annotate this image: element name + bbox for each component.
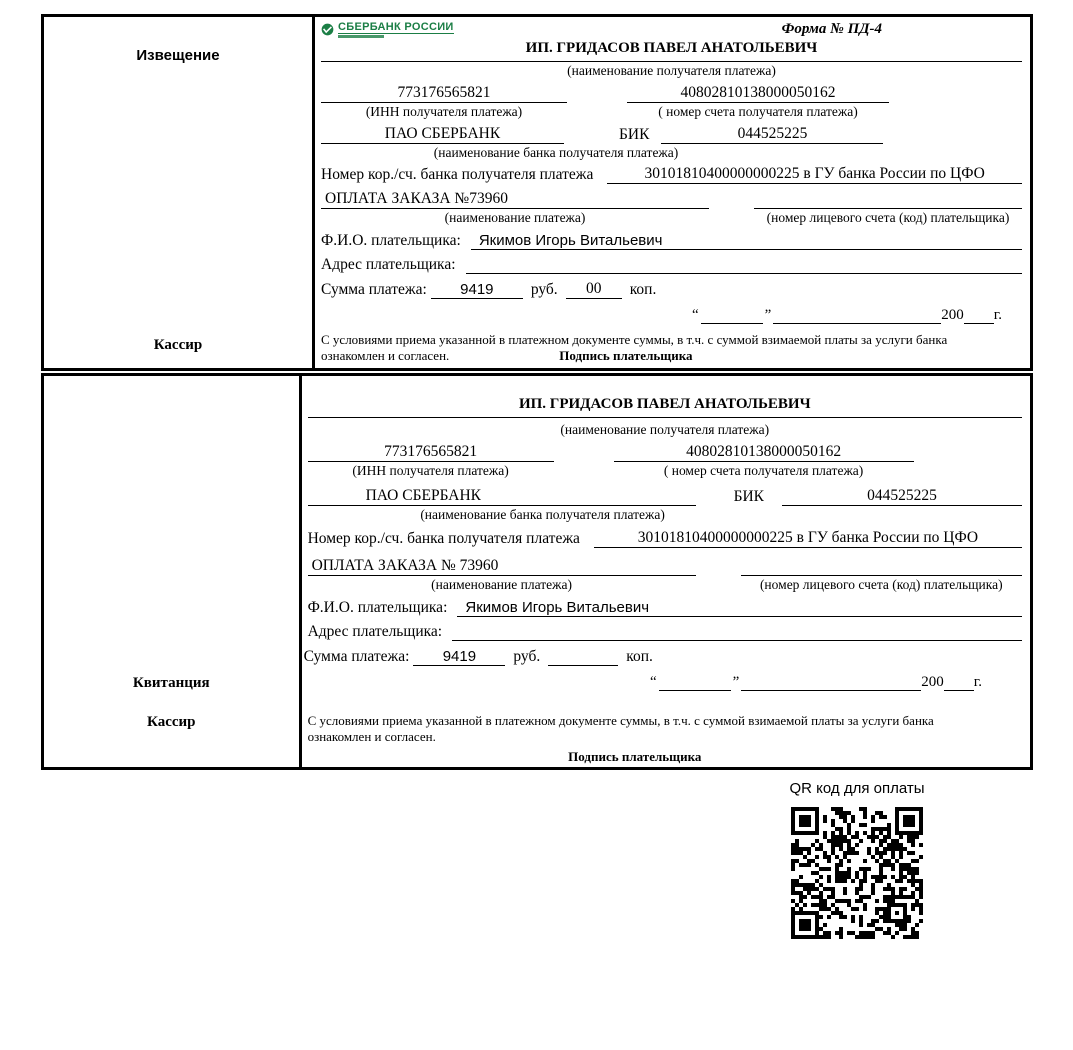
rub-label-2: руб. bbox=[513, 648, 541, 665]
date-row bbox=[321, 307, 1002, 324]
inn-value: 773176565821 bbox=[321, 84, 567, 103]
date-month-blank bbox=[773, 307, 941, 324]
section-kvitanciya bbox=[41, 373, 1033, 770]
caption-payer-code: (номер лицевого счета (код) плательщика) bbox=[766, 210, 1010, 225]
sum-row bbox=[321, 280, 1022, 299]
sum-label: Сумма платежа: bbox=[321, 281, 427, 298]
payer-name-value-2: Якимов Игорь Витальевич bbox=[457, 599, 1022, 617]
agreement-line2-row bbox=[321, 348, 1022, 364]
corr-value: 30101810400000000225 в ГУ банка России по ЦФО bbox=[607, 165, 1022, 184]
bik-value: 044525225 bbox=[661, 125, 883, 144]
address-row-2 bbox=[308, 623, 1022, 641]
account-value-2: 40802810138000050162 bbox=[614, 443, 914, 462]
caption-recipient-2: (наименование получателя платежа) bbox=[560, 422, 770, 437]
payer-label: Ф.И.О. плательщика: bbox=[321, 232, 461, 249]
sum-rub-value-2: 9419 bbox=[413, 648, 505, 666]
bik-value-2: 044525225 bbox=[782, 487, 1022, 506]
quote-open: “ bbox=[691, 307, 699, 323]
purpose-captions-2 bbox=[308, 577, 1022, 593]
caption-payer-code-2: (номер лицевого счета (код) плательщика) bbox=[759, 577, 1003, 592]
payer-label-2: Ф.И.О. плательщика: bbox=[307, 599, 448, 616]
date-day-blank bbox=[701, 307, 763, 324]
section-izveshchenie bbox=[41, 14, 1033, 371]
quote-close: ” bbox=[764, 307, 772, 323]
inn-account-row bbox=[321, 84, 1022, 103]
sum-kop-value: 00 bbox=[566, 280, 622, 299]
agreement-text-2 bbox=[308, 713, 1022, 765]
payer-row-2 bbox=[308, 599, 1022, 617]
recipient-name-2: ИП. ГРИДАСОВ ПАВЕЛ АНАТОЛЬЕВИЧ bbox=[308, 396, 1022, 418]
quote-open-2: “ bbox=[649, 674, 657, 690]
rub-label: руб. bbox=[530, 281, 558, 298]
cashier-label: Кассир bbox=[153, 337, 203, 353]
agreement-text bbox=[321, 332, 1022, 364]
caption-purpose-2: (наименование платежа) bbox=[431, 577, 572, 592]
agreement-line2-2: ознакомлен и согласен. bbox=[307, 729, 436, 744]
sum-label-2: Сумма платежа: bbox=[303, 648, 410, 665]
qr-block bbox=[762, 780, 952, 939]
date-month-blank-2 bbox=[741, 674, 921, 691]
purpose-value: ОПЛАТА ЗАКАЗА №73960 bbox=[321, 190, 709, 209]
sum-rub-value: 9419 bbox=[431, 281, 523, 299]
bank-name: ПАО СБЕРБАНК bbox=[321, 125, 564, 144]
corr-label-2: Номер кор./сч. банка получателя платежа bbox=[307, 530, 580, 547]
stub-title-kvitanciya: Квитанция bbox=[132, 675, 210, 691]
purpose-value-2: ОПЛАТА ЗАКАЗА № 73960 bbox=[308, 557, 696, 576]
form-number-label: Форма № ПД-4 bbox=[781, 21, 882, 37]
agreement-line1: С условиями приема указанной в платежном документе суммы, в т.ч. с суммой взимаемой платы за услуги банка bbox=[321, 332, 948, 347]
date-day-blank-2 bbox=[659, 674, 731, 691]
address-value-blank bbox=[466, 256, 1022, 274]
purpose-captions bbox=[321, 210, 1022, 226]
inn-value-2: 773176565821 bbox=[308, 443, 554, 462]
payer-code-blank bbox=[754, 189, 1022, 209]
stub-column-1 bbox=[44, 17, 315, 368]
account-value: 40802810138000050162 bbox=[627, 84, 889, 103]
bank-row bbox=[321, 125, 1022, 144]
sberbank-logo-text: СБЕРБАНК РОССИИ bbox=[338, 21, 454, 33]
signature-label-2: Подпись плательщика bbox=[568, 749, 702, 764]
kop-label-2: коп. bbox=[626, 648, 653, 665]
bank-name-2: ПАО СБЕРБАНК bbox=[308, 487, 696, 506]
date-row-2 bbox=[308, 674, 982, 691]
corr-account-row bbox=[321, 165, 1022, 184]
sberbank-logo-icon bbox=[321, 23, 334, 36]
year-prefix: 200 bbox=[941, 307, 964, 323]
address-value-blank-2 bbox=[452, 623, 1022, 641]
date-year-blank bbox=[964, 307, 994, 324]
header-row bbox=[321, 21, 1022, 40]
agreement-line2: ознакомлен и согласен. bbox=[321, 348, 450, 363]
caption-inn: (ИНН получателя платежа) bbox=[365, 104, 523, 119]
address-label: Адрес плательщика: bbox=[321, 256, 456, 273]
bik-label: БИК bbox=[619, 126, 650, 143]
form-body-2 bbox=[302, 376, 1030, 767]
corr-label: Номер кор./сч. банка получателя платежа bbox=[321, 166, 594, 183]
quote-close-2: ” bbox=[732, 674, 740, 690]
address-row bbox=[321, 256, 1022, 274]
bik-label-2: БИК bbox=[733, 488, 764, 505]
caption-recipient: (наименование получателя платежа) bbox=[567, 63, 776, 78]
caption-bank: (наименование банка получателя платежа) bbox=[433, 145, 679, 160]
kop-label: коп. bbox=[629, 281, 657, 298]
inn-account-captions bbox=[321, 104, 1022, 120]
year-prefix-2: 200 bbox=[921, 674, 944, 690]
stub-column-2 bbox=[44, 376, 302, 767]
qr-label: QR код для оплаты bbox=[789, 780, 925, 797]
year-suffix-2: г. bbox=[973, 674, 982, 690]
cashier-label-2: Кассир bbox=[147, 714, 196, 730]
inn-account-captions-2 bbox=[308, 463, 1022, 479]
recipient-name: ИП. ГРИДАСОВ ПАВЕЛ АНАТОЛЬЕВИЧ bbox=[321, 40, 1022, 62]
caption-bank-2: (наименование банка получателя платежа) bbox=[420, 507, 665, 522]
corr-value-2: 30101810400000000225 в ГУ банка России по ЦФО bbox=[594, 529, 1022, 548]
sum-row-2 bbox=[304, 647, 1022, 666]
caption-inn-2: (ИНН получателя платежа) bbox=[352, 463, 509, 478]
inn-account-row-2 bbox=[308, 443, 1022, 462]
form-body-1 bbox=[315, 17, 1030, 368]
payer-code-blank-2 bbox=[741, 556, 1022, 576]
address-label-2: Адрес плательщика: bbox=[307, 623, 443, 640]
sum-kop-value-2 bbox=[548, 647, 618, 666]
sberbank-logo-tagline bbox=[338, 35, 384, 38]
agreement-line1-2: С условиями приема указанной в платежном документе суммы, в т.ч. с суммой взимаемой платы за услуги банка bbox=[307, 713, 934, 728]
year-suffix: г. bbox=[993, 307, 1002, 323]
caption-account-2: ( номер счета получателя платежа) bbox=[663, 463, 864, 478]
stub-title-izveshchenie: Извещение bbox=[136, 47, 220, 64]
bank-row-2 bbox=[308, 487, 1022, 506]
date-year-blank-2 bbox=[944, 674, 974, 691]
caption-account: ( номер счета получателя платежа) bbox=[658, 104, 858, 119]
purpose-row-2 bbox=[308, 556, 1022, 576]
payer-row bbox=[321, 232, 1022, 250]
qr-code bbox=[791, 807, 923, 939]
purpose-row bbox=[321, 189, 1022, 209]
sberbank-logo bbox=[321, 21, 454, 38]
signature-label: Подпись плательщика bbox=[559, 348, 693, 363]
corr-account-row-2 bbox=[308, 529, 1022, 548]
payer-name-value: Якимов Игорь Витальевич bbox=[471, 232, 1022, 250]
caption-purpose: (наименование платежа) bbox=[444, 210, 586, 225]
